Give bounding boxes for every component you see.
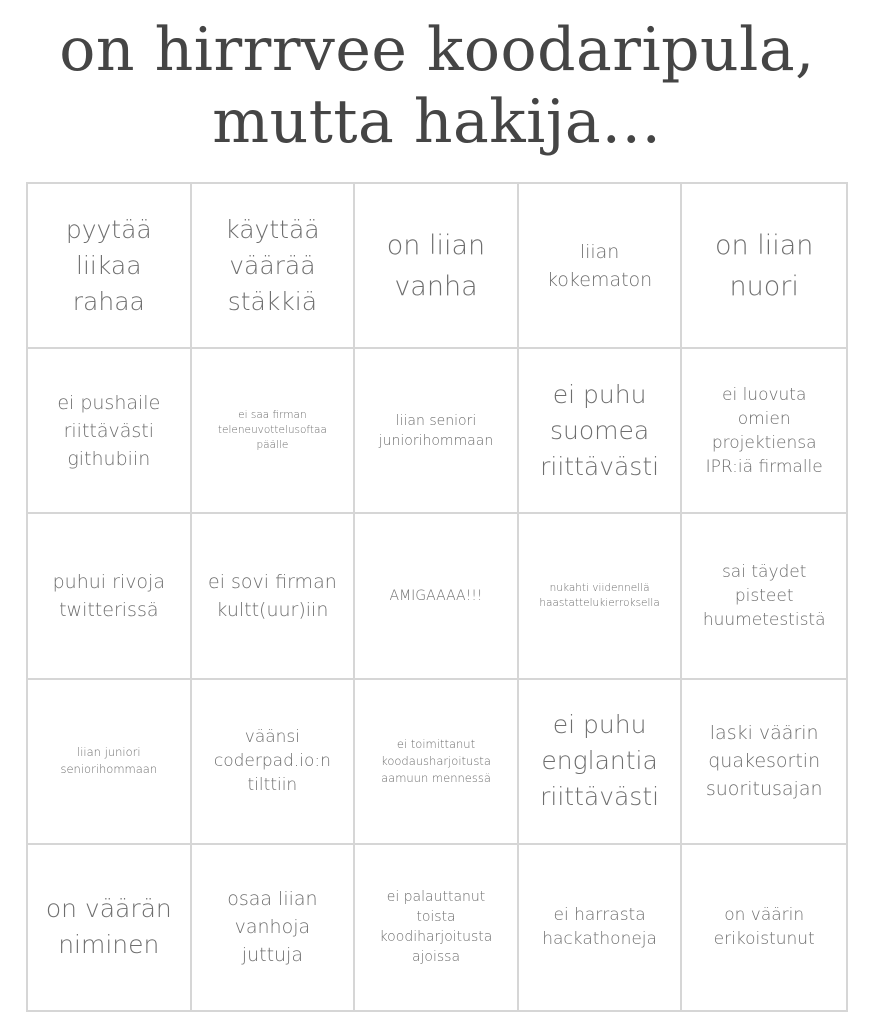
bingo-cell [682,514,846,679]
bingo-cell [519,184,683,349]
bingo-cell-text: ei palauttanut toista koodiharjoitusta ajoissa [379,889,493,966]
bingo-cell-text: ei puhu suomea riittävästi [540,379,660,481]
bingo-cell [355,680,519,845]
bingo-cell [28,349,192,514]
bingo-cell [192,845,356,1010]
bingo-cell [28,184,192,349]
bingo-cell [192,184,356,349]
bingo-cell-text: ei luovuta omien projektiensa IPR:iä firmalle [705,384,823,477]
bingo-cell-text: puhui rivoja twitterissä [52,570,165,621]
bingo-cell-text: sai täydet pisteet huumetestistä [702,561,826,630]
bingo-cell-text: osaa liian vanhoja juttuja [227,888,318,967]
bingo-cell-text: on liian vanha [386,229,486,302]
bingo-cell-text: ei toimittanut koodausharjoitusta aamuun mennessä [381,736,491,785]
title-line-2: mutta hakija… [212,87,662,157]
bingo-cell-text: AMIGAAAA!!! [389,587,483,604]
bingo-cell [519,680,683,845]
bingo-cell-text: ei saa firman teleneuvottelusoftaa päälle [217,409,327,452]
bingo-cell [682,184,846,349]
bingo-cell [519,845,683,1010]
bingo-cell [192,349,356,514]
bingo-cell [355,514,519,679]
bingo-cell [682,680,846,845]
bingo-cell-text: ei harrasta hackathoneja [542,905,657,950]
bingo-grid [26,182,848,1012]
bingo-cell [28,845,192,1010]
bingo-cell-text: nukahti viidennellä haastattelukierroksella [539,581,660,609]
bingo-cell-text: pyytää liikaa rahaa [65,214,152,316]
bingo-cell-text: liian juniori seniorihommaan [60,745,158,777]
bingo-cell [355,349,519,514]
bingo-cell-text: ei pushaile riittävästi githubiin [57,391,161,470]
page-title [0,14,874,158]
bingo-cell [28,680,192,845]
bingo-cell-text: ei puhu englantia riittävästi [540,710,660,812]
bingo-cell [192,680,356,845]
bingo-cell [28,514,192,679]
bingo-cell-text: on liian nuori [714,229,814,302]
bingo-cell-text: väänsi coderpad.io:n tilttiin [213,727,331,796]
bingo-cell [682,845,846,1010]
bingo-cell [355,184,519,349]
bingo-cell [355,845,519,1010]
bingo-cell-text: ei sovi firman kultt(uur)iin [208,570,337,621]
bingo-cell [519,514,683,679]
bingo-cell-text: liian seniori juniorihommaan [378,412,494,449]
bingo-cell-text: on väärän niminen [45,894,172,960]
bingo-cell-text: käyttää väärää stäkkiä [225,214,320,316]
bingo-cell [682,349,846,514]
bingo-cell-text: liian kokematon [546,240,653,291]
bingo-cell [519,349,683,514]
bingo-cell [192,514,356,679]
bingo-cell-text: laski väärin quakesortin suoritusajan [705,722,823,801]
bingo-cell-text: on väärin erikoistunut [713,905,815,950]
title-line-1: on hirrrvee koodaripula, [59,15,815,85]
